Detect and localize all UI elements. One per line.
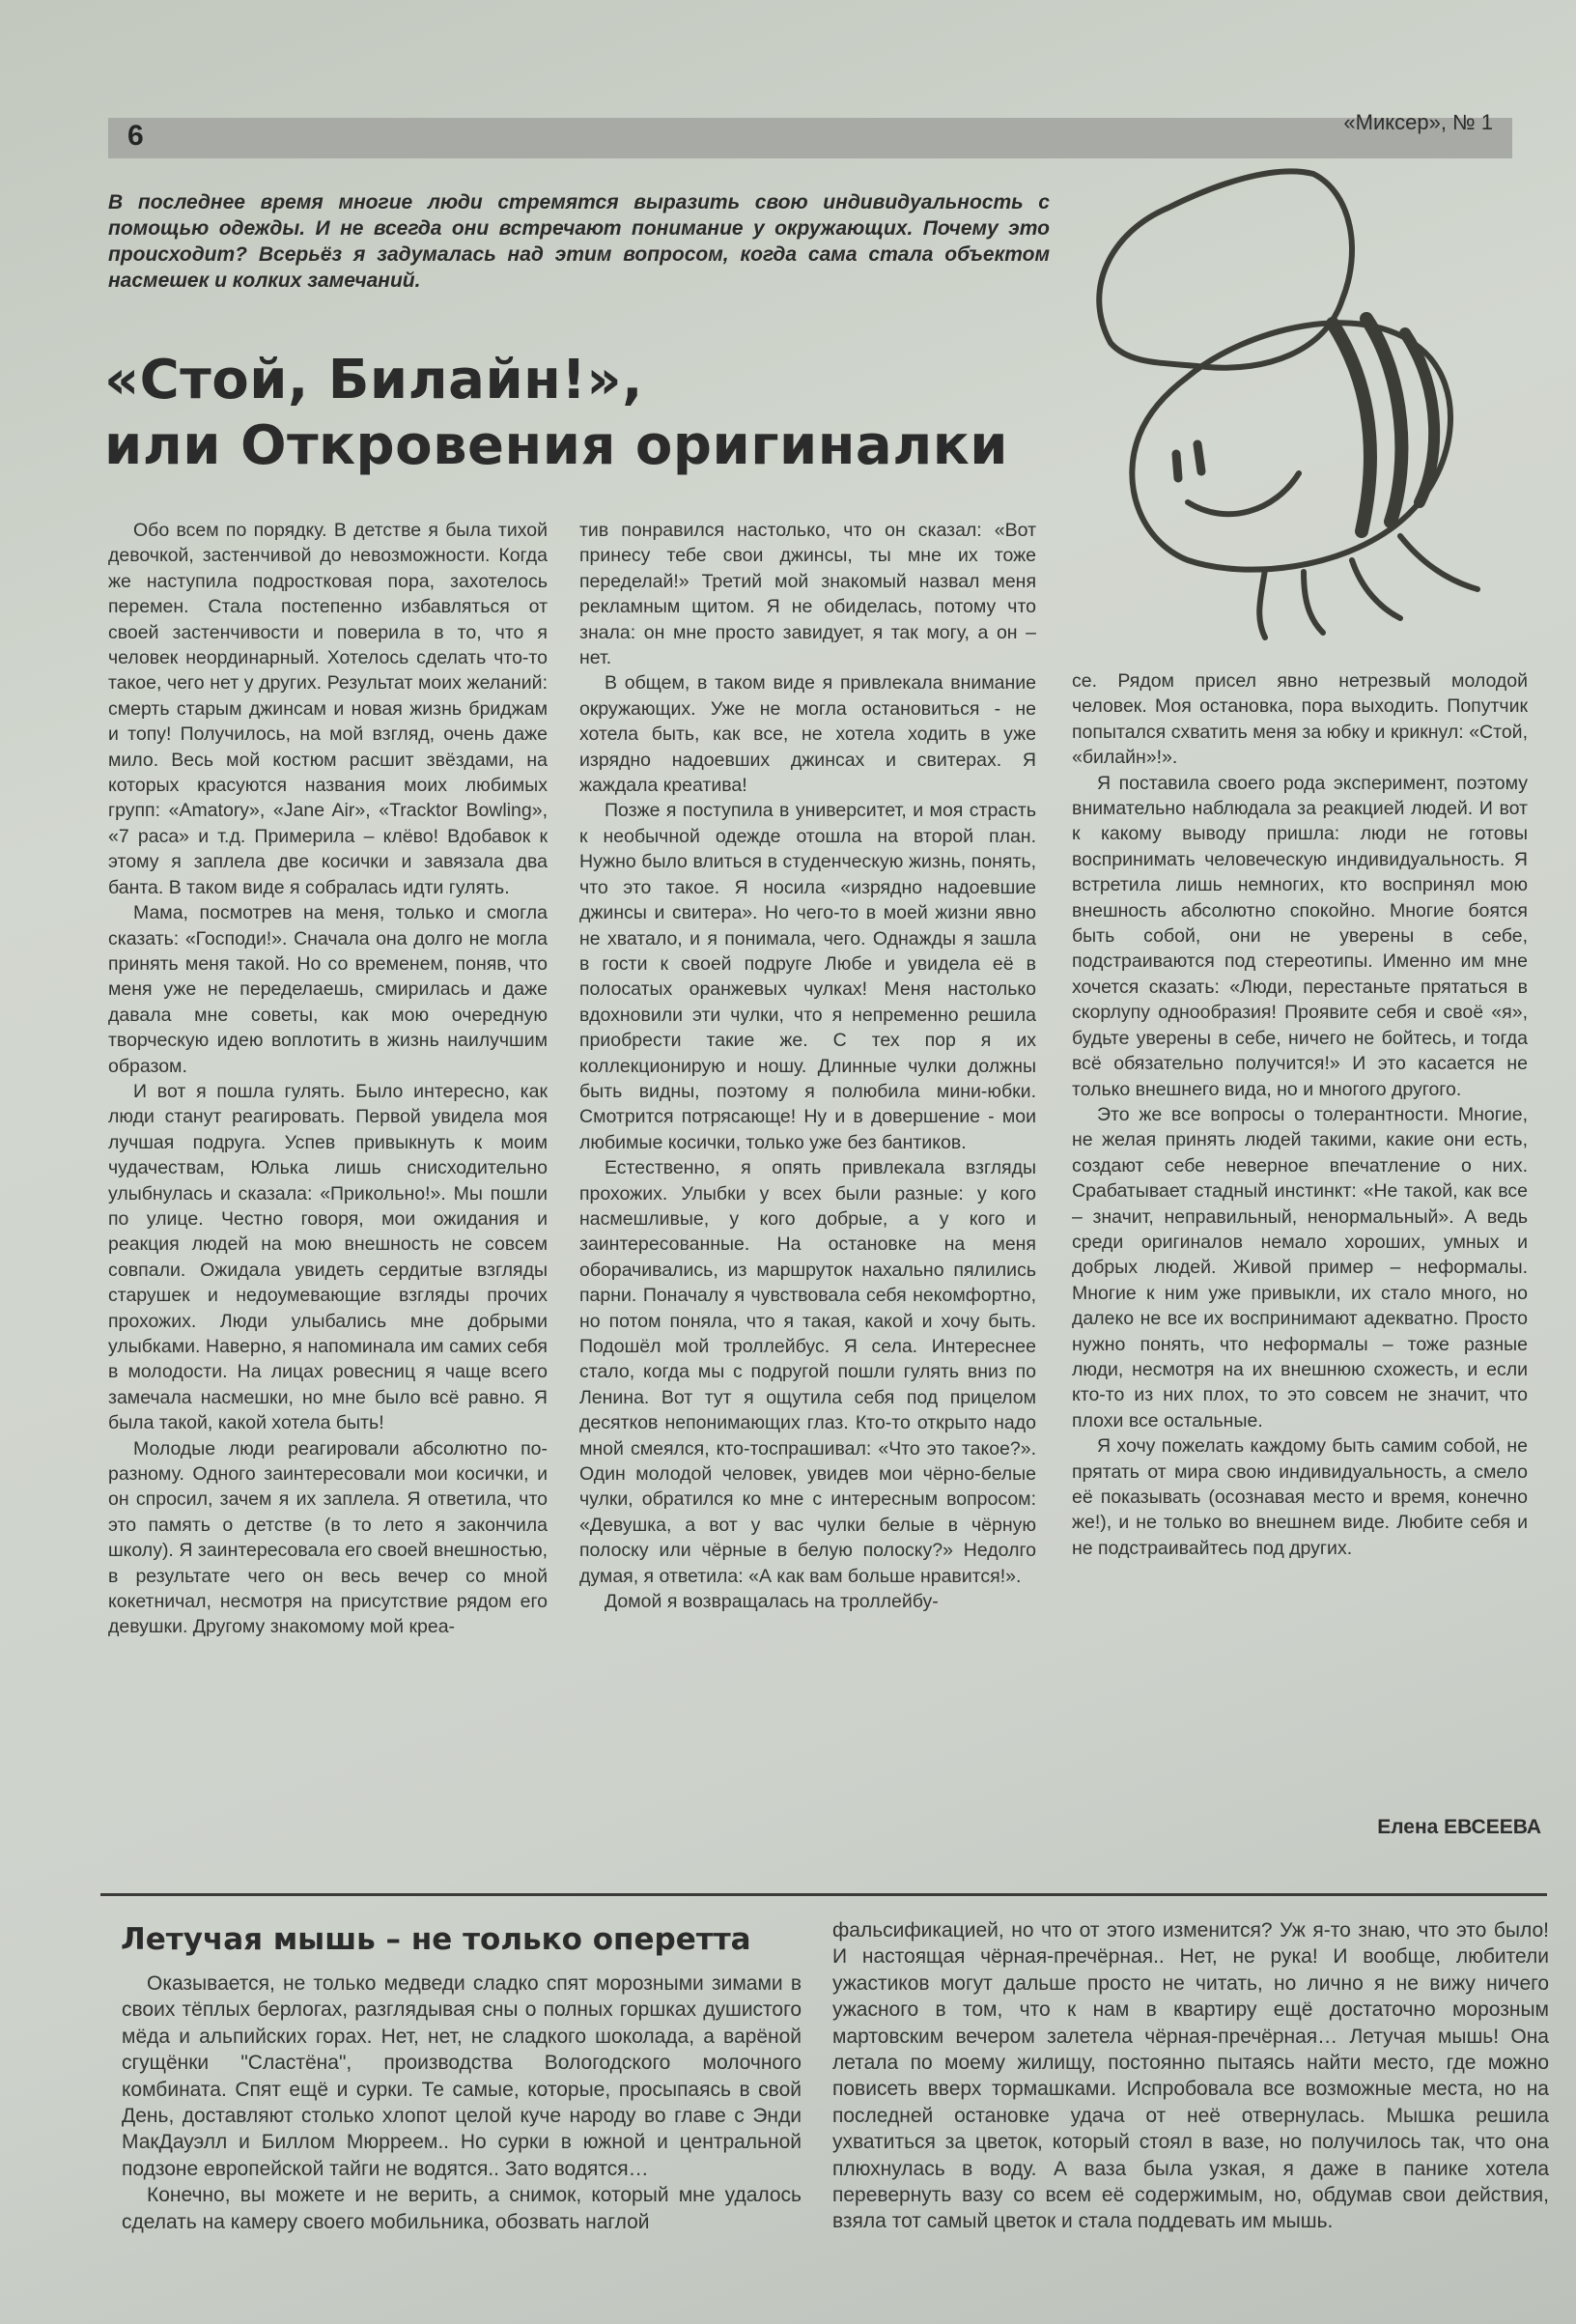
page-header-bar — [108, 118, 1512, 158]
article-title-line-1: «Стой, Билайн!», — [104, 349, 643, 411]
page-number: 6 — [127, 120, 144, 152]
article-column-2 — [579, 518, 1036, 1614]
article-column-1 — [108, 518, 548, 1640]
paragraph: Домой я возвращалась на троллейбу- — [605, 1591, 939, 1613]
article-title-line-2: или Откровения оригиналки — [104, 414, 1008, 477]
paragraph: Это же все вопросы о толерантности. Многие, не желая принять людей такими, какие они есть, создают себе неверное впечатление о них. Срабатывает стадный инстинкт: «Не такой, как все – значит, неправильный, ненормальный». А ведь среди оригиналов немало хороших, умных и добрых людей. Живой пример – неформалы. Многие к ним уже привыкли, их стало много, но далеко не все их воспринимают адекватно. Просто нужно понять, что неформалы – тоже разные люди, несмотря на их внешнюю схожесть, и если кто-то из них плох, то это совсем не значит, что плохи все остальные. — [1072, 1103, 1528, 1431]
paragraph: Я хочу пожелать каждому быть самим собой, не прятать от мира свою индивидуальность, а смело её показывать (осознавая место и время, конечно же!), и не только во внешнем виде. Любите себя и не подстраивайтесь под других. — [1072, 1435, 1528, 1559]
second-article-column-2 — [832, 1917, 1549, 2235]
paragraph: Оказывается, не только медведи сладко спят морозными зимами в своих тёплых берлогах, разглядывая сны о полных горшках душистого мёда и альпийских горах. Нет, нет, не сладкого шоколада, а варёной сгущёнки "Сластёна", производства Вологодского молочного комбината. Спят ещё и сурки. Те самые, которые, просыпаясь в свой День, доставляют столько хлопот целой куче народу во главе с Энди МакДауэлл и Биллом Мюрреем.. Но сурки в южной и центральной подзоне европейской тайги не водятся.. Зато водятся… — [122, 1972, 802, 2180]
paragraph: Естественно, я опять привлекала взгляды прохожих. Улыбки у всех были разные: у кого насмешливые, у кого добрые, а у кого и заинтересованные. На остановке на меня оборачивались, из маршруток нахально пялились парни. Поначалу я чувствовала себя некомфортно, но потом поняла, что я такая, какой и хочу быть. Подошёл мой троллейбус. Я села. Интереснее стало, когда мы с подругой пошли гулять вниз по Ленина. Вот тут я ощутила себя под прицелом десятков непонимающих глаз. Кто-то открыто надо мной смеялся, кто-тоспрашивал: «Что это такое?». Один молодой человек, увидев мои чёрно-белые чулки, обратился ко мне с интересным вопросом: «Девушка, а вот у вас чулки белые в чёрную полоску или чёрные в белую полоску?» Недолго думая, я ответила: «А как вам больше нравится!». — [579, 1157, 1036, 1587]
paragraph: Конечно, вы можете и не верить, а снимок, который мне удалось сделать на камеру своего мобильника, обозвать наглой — [122, 2184, 802, 2233]
issue-label: «Миксер», № 1 — [1343, 110, 1493, 134]
bee-drawing-icon — [1072, 155, 1526, 647]
paragraph: Молодые люди реагировали абсолютно по-разному. Одного заинтересовали мои косички, и он спросил, зачем я их заплела. Я ответила, что это память о детстве (в то лето я закончила школу). Я заинтересовала его своей внешностью, в результате чего он весь вечер со мной кокетничал, несмотря на присутствие рядом его девушки. Другому знакомому мой креа- — [108, 1437, 548, 1638]
section-divider — [100, 1893, 1547, 1896]
article-column-3 — [1072, 668, 1528, 1561]
second-article-title: Летучая мышь – не только оперетта — [121, 1922, 751, 1957]
paragraph: Позже я поступила в университет, и моя страсть к необычной одежде отошла на второй план. Нужно было влиться в студенческую жизнь, понять, что это такое. Я носила «изрядно надоевшие джинсы и свитера». Но чего-то в моей жизни явно не хватало, и я понимала, чего. Однажды я зашла в гости к своей подруге Любе и увидела её в полосатых оранжевых чулках! Меня настолько вдохновили эти чулки, что я непременно решила приобрести такие же. С тех пор я их коллекционирую и ношу. Длинные чулки должны быть видны, поэтому я полюбила мини-юбки. Смотрится потрясающе! Ну и в довершение - мои любимые косички, только уже без бантиков. — [579, 800, 1036, 1153]
paragraph: тив понравился настолько, что он сказал: «Вот принесу тебе свои джинсы, ты мне их тоже переделай!» Третий мой знакомый назвал меня рекламным щитом. Я не обиделась, потому что знала: он мне просто завидует, я так могу, а он – нет. — [579, 520, 1036, 669]
article-title — [104, 348, 1070, 479]
author-signature: Елена ЕВСЕЕВА — [1377, 1816, 1541, 1838]
paragraph: Обо всем по порядку. В детстве я была тихой девочкой, застенчивой до невозможности. Когда же наступила подростковая пора, захотелось перемен. Стала постепенно избавляться от своей застенчивости и поверила в то, что я человек неординарный. Хотелось сделать что-то такое, чего нет у других. Результат моих желаний: смерть старым джинсам и новая жизнь бриджам и топу! Получилось, на мой взгляд, очень даже мило. Весь мой костюм расшит звёздами, на которых красуются названия моих любимых групп: «Amatory», «Jane Air», «Tracktor Bowling», «7 раса» и т.д. Примерила – клёво! Вдобавок к этому я заплела две косички и завязала два банта. В таком виде я собралась идти гулять. — [108, 520, 548, 898]
article-lead: В последнее время многие люди стремятся выразить свою индивидуальность с помощью одежды. И не всегда они встречают понимание у окружающих. Почему это происходит? Всерьёз я задумалась над этим вопросом, когда сама стала объектом насмешек и колких замечаний. — [108, 191, 1050, 292]
paragraph: се. Рядом присел явно нетрезвый молодой человек. Моя остановка, пора выходить. Попутчик попытался схватить меня за юбку и крикнул: «Стой, «билайн»!». — [1072, 670, 1528, 769]
paragraph: И вот я пошла гулять. Было интересно, как люди станут реагировать. Первой увидела моя лучшая подруга. Успев привыкнуть к моим чудачествам, Юлька лишь снисходительно улыбнулась и сказала: «Прикольно!». Мы пошли по улице. Честно говоря, мои ожидания и реакция людей на мою внешность не совсем совпали. Ожидала увидеть сердитые взгляды старушек и недоумевающие взгляды прочих прохожих. Люди улыбались мне добрыми улыбками. Наверно, я напоминала им самих себя в молодости. На лицах ровесниц я чаще всего замечала насмешки, но мне было всё равно. Я была такой, какой хотела быть! — [108, 1080, 548, 1434]
paragraph: В общем, в таком виде я привлекала внимание окружающих. Уже не могла остановиться - не хотела быть, как все, не хотела ходить в уже изрядно надоевших джинсах и свитерах. Я жаждала креатива! — [579, 672, 1036, 797]
paragraph: Мама, посмотрев на меня, только и смогла сказать: «Господи!». Сначала она долго не могла принять меня такой. Но со временем, поняв, что меня уже не переделаешь, смирилась и даже давала мне советы, как мою очередную творческую идею воплотить в жизнь наилучшим образом. — [108, 902, 548, 1077]
paragraph: фальсификацией, но что от этого изменится? Уж я-то знаю, что это было! И настоящая чёрная-пречёрная.. Нет, не рука! И вообще, любители ужастиков могут дальше просто не читать, но лично я не вижу ничего ужасного в том, что к нам в квартиру ещё достаточно морозным мартовским вечером залетела чёрная-пречёрная… Летучая мышь! Она летала по моему жилищу, постоянно пытаясь найти место, где можно повисеть вверх тормашками. Испробовала все возможные места, но на последней остановке удача от неё отвернулась. Мышка решила ухватиться за цветок, который стоял в вазе, но получилось так, что она плюхнулась в воду. А ваза была узкая, я даже в панике хотела перевернуть вазу со всем её содержимым, но, обдумав свои действия, взяла тот самый цветок и стала поддевать им мышь. — [832, 1919, 1549, 2233]
second-article-column-1 — [122, 1970, 802, 2235]
paragraph: Я поставила своего рода эксперимент, поэтому внимательно наблюдала за реакцией людей. И вот к какому выводу пришла: люди не готовы воспринимать человеческую индивидуальность. Я встретила лишь немногих, кто воспринял мою внешность абсолютно спокойно. Многие боятся быть собой, они не уверены в себе, подстраиваются под стереотипы. Именно им мне хочется сказать: «Люди, перестаньте прятаться в скорлупу однообразия! Проявите себя и своё «я», будьте уверены в себе, ничего не бойтесь, и тогда всё обязательно получится!» И это касается не только внешнего вида, но и многого другого. — [1072, 772, 1528, 1100]
